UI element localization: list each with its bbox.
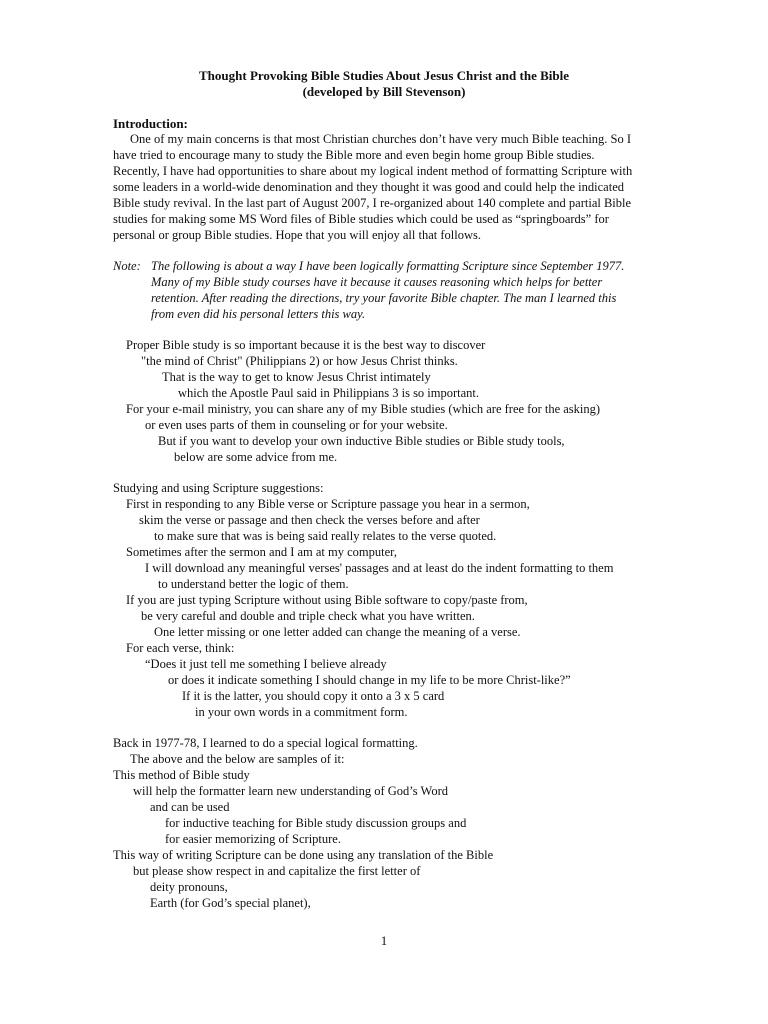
intro-line: One of my main concerns is that most Christian churches don’t have very much Bible teaching. So I bbox=[130, 132, 632, 146]
suggestion-line: “Does it just tell me something I believe already bbox=[145, 657, 387, 671]
suggestion-line: to understand better the logic of them. bbox=[158, 577, 349, 591]
suggestion-line: If you are just typing Scripture without using Bible software to copy/paste from, bbox=[126, 593, 528, 607]
intro-line: some leaders in a world-wide denomination and they thought it was good and could help the indicated bbox=[113, 180, 624, 194]
intro-line: Recently, I have had opportunities to share about my logical indent method of formatting Scripture with bbox=[113, 164, 633, 178]
method-line: Back in 1977-78, I learned to do a special logical formatting. bbox=[113, 736, 418, 750]
suggestion-line: or does it indicate something I should change in my life to be more Christ-like?” bbox=[168, 673, 571, 687]
suggestion-line: If it is the latter, you should copy it onto a 3 x 5 card bbox=[182, 689, 445, 703]
suggestion-line: to make sure that was is being said really relates to the verse quoted. bbox=[154, 529, 497, 543]
proper-line: For your e-mail ministry, you can share any of my Bible studies (which are free for the asking) bbox=[126, 402, 601, 416]
note-line: retention. After reading the directions, try your favorite Bible chapter. The man I learned this bbox=[151, 291, 617, 305]
intro-line: have tried to encourage many to study the Bible more and even begin home group Bible studies. bbox=[113, 148, 595, 162]
suggestion-line: For each verse, think: bbox=[126, 641, 235, 655]
note-line: The following is about a way I have been logically formatting Scripture since September 1977. bbox=[151, 259, 625, 273]
suggestion-line: be very careful and double and triple check what you have written. bbox=[141, 609, 475, 623]
method-line: but please show respect in and capitalize the first letter of bbox=[133, 864, 421, 878]
intro-line: personal or group Bible studies. Hope that you will enjoy all that follows. bbox=[113, 228, 481, 242]
proper-line: or even uses parts of them in counseling or for your website. bbox=[145, 418, 448, 432]
document-subtitle: (developed by Bill Stevenson) bbox=[302, 84, 466, 99]
proper-line: below are some advice from me. bbox=[174, 450, 338, 464]
suggestion-line: One letter missing or one letter added can change the meaning of a verse. bbox=[154, 625, 521, 639]
suggestions-heading: Studying and using Scripture suggestions: bbox=[113, 481, 324, 495]
proper-line: "the mind of Christ" (Philippians 2) or how Jesus Christ thinks. bbox=[141, 354, 458, 368]
method-line: This way of writing Scripture can be done using any translation of the Bible bbox=[113, 848, 494, 862]
method-line: Earth (for God’s special planet), bbox=[150, 896, 311, 910]
suggestion-line: I will download any meaningful verses' passages and at least do the indent formatting to them bbox=[145, 561, 614, 575]
method-line: This method of Bible study bbox=[113, 768, 250, 782]
proper-line: which the Apostle Paul said in Philippians 3 is so important. bbox=[178, 386, 480, 400]
suggestion-line: First in responding to any Bible verse or Scripture passage you hear in a sermon, bbox=[126, 497, 530, 511]
proper-line: Proper Bible study is so important because it is the best way to discover bbox=[126, 338, 486, 352]
introduction-heading: Introduction: bbox=[113, 116, 188, 131]
suggestion-line: Sometimes after the sermon and I am at my computer, bbox=[126, 545, 397, 559]
method-line: and can be used bbox=[150, 800, 230, 814]
note-label: Note: bbox=[113, 259, 141, 273]
intro-line: Bible study revival. In the last part of August 2007, I re-organized about 140 complete and partial Bible bbox=[113, 196, 632, 210]
method-line: for easier memorizing of Scripture. bbox=[165, 832, 341, 846]
note-line: from even did his personal letters this way. bbox=[151, 307, 366, 321]
intro-line: studies for making some MS Word files of Bible studies which could be used as “springboards” for bbox=[113, 212, 609, 226]
method-line: for inductive teaching for Bible study discussion groups and bbox=[165, 816, 467, 830]
proper-line: But if you want to develop your own inductive Bible studies or Bible study tools, bbox=[158, 434, 565, 448]
page-number: 1 bbox=[380, 933, 388, 948]
method-line: The above and the below are samples of it: bbox=[130, 752, 345, 766]
proper-line: That is the way to get to know Jesus Christ intimately bbox=[162, 370, 431, 384]
suggestion-line: skim the verse or passage and then check the verses before and after bbox=[139, 513, 480, 527]
note-line: Many of my Bible study courses have it because it causes reasoning which helps for better bbox=[151, 275, 603, 289]
method-line: deity pronouns, bbox=[150, 880, 228, 894]
suggestion-line: in your own words in a commitment form. bbox=[195, 705, 408, 719]
document-title: Thought Provoking Bible Studies About Jesus Christ and the Bible bbox=[199, 68, 569, 83]
method-line: will help the formatter learn new understanding of God’s Word bbox=[133, 784, 449, 798]
